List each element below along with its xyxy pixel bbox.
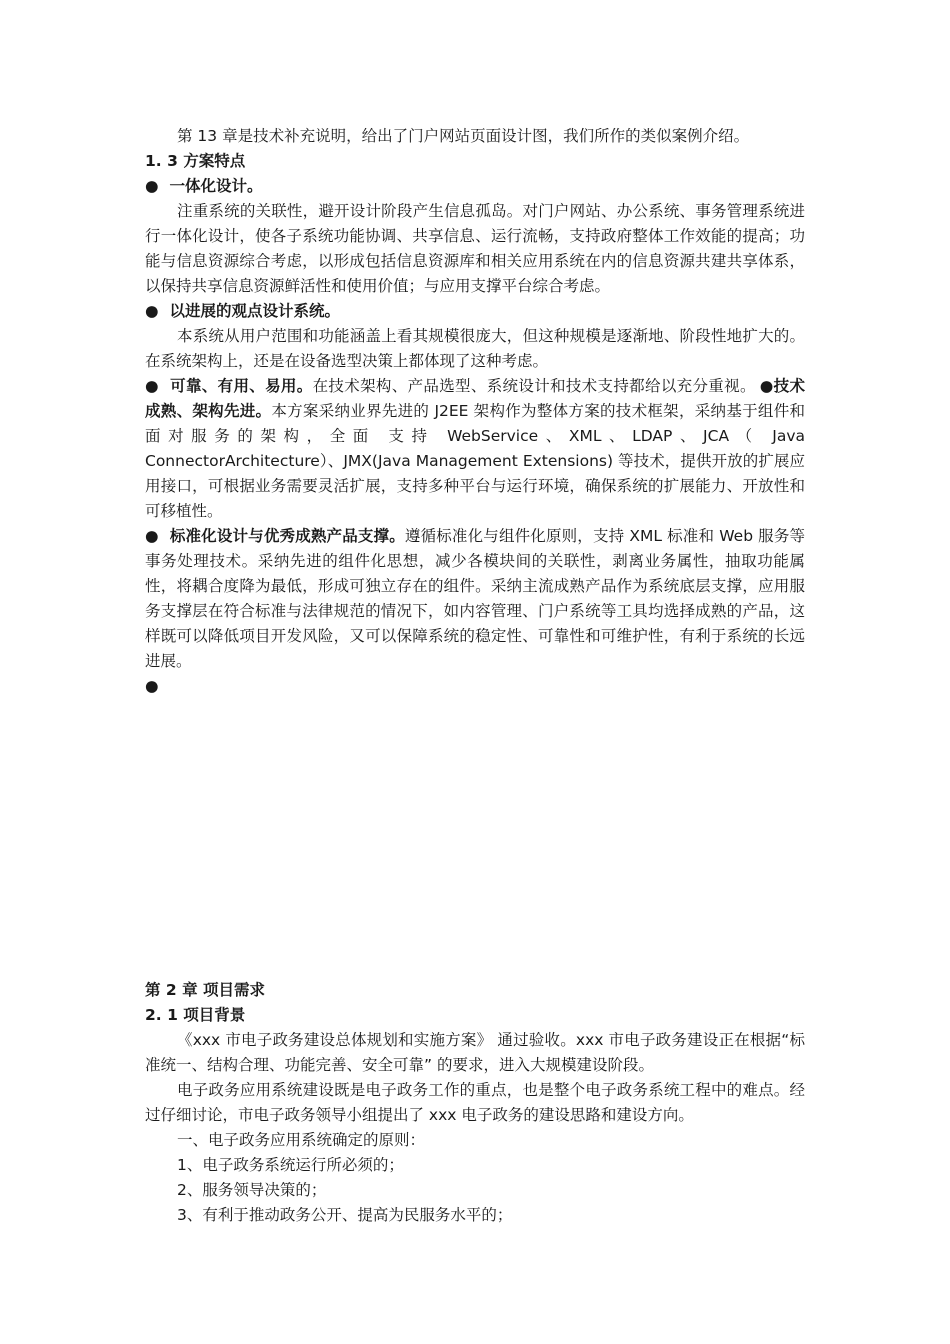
bullet-icon: ● (145, 302, 159, 320)
bullet-item-5-title: 标准化设计与优秀成熟产品支撑。 (169, 527, 405, 545)
bullet-item-2-body: 本系统从用户范围和功能涵盖上看其规模很庞大，但这种规模是逐渐地、阶段性地扩大的。在系统架构上，还是在设备选型决策上都体现了这种考虑。 (145, 327, 805, 370)
bullet-item-5 (145, 524, 805, 674)
chapter-heading-2: 第 2 章 项目需求 (145, 981, 265, 999)
bullet-icon: ● (145, 377, 159, 395)
section-heading-1-3: 1. 3 方案特点 (145, 152, 246, 170)
bullet-icon: ● (759, 377, 774, 395)
bullet-item-3-body: 在技术架构、产品选型、系统设计和技术支持都给以充分重视。 (312, 377, 756, 395)
page-gap (145, 699, 805, 978)
bullet-empty (145, 674, 805, 699)
bullet-icon: ● (145, 677, 159, 695)
bullet-icon: ● (145, 177, 159, 195)
background-paragraph-2: 电子政务应用系统建设既是电子政务工作的重点，也是整个电子政务系统工程中的难点。经过仔细讨论，市电子政务领导小组提出了 xxx 电子政务的建设思路和建设方向。 (145, 1081, 805, 1124)
bullet-item-2-title: ● 以进展的观点设计系统。 (145, 302, 340, 320)
bullet-item-1-body: 注重系统的关联性，避开设计阶段产生信息孤岛。对门户网站、办公系统、事务管理系统进行一体化设计，使各子系统功能协调、共享信息、运行流畅，支持政府整体工作效能的提高；功能与信息资源综合考虑，以形成包括信息资源库和相关应用系统在内的信息资源共建共享体系，以保持共享信息资源鲜活性和使用价值；与应用支撑平台综合考虑。 (145, 202, 805, 295)
intro-paragraph: 第 13 章是技术补充说明，给出了门户网站页面设计图，我们所作的类似案例介绍。 (177, 127, 750, 145)
principle-item-2: 2、服务领导决策的； (177, 1181, 327, 1199)
bullet-item-4-body: 本方案采纳业界先进的 J2EE 架构作为整体方案的技术框架，采纳基于组件和面对服务的架构，全面 支持 WebService、XML、LDAP、JCA（ Java ConnectorArchitecture）、JMX(Java Management Extensions) 等技术，提供开放的扩展应用接口，可根据业务需要灵活扩展，支持多种平台与运行环境，确保系统的扩展能力、开放性和可移植性。 (145, 402, 805, 520)
bullet-item-1-title: ● 一体化设计。 (145, 177, 263, 195)
background-paragraph-1: 《xxx 市电子政务建设总体规划和实施方案》 通过验收。xxx 市电子政务建设正在根据“标准统一、结构合理、功能完善、安全可靠” 的要求，进入大规模建设阶段。 (145, 1031, 805, 1074)
bullet-item-3-4 (145, 374, 805, 524)
section-heading-2-1: 2. 1 项目背景 (145, 1006, 246, 1024)
document-body (145, 124, 805, 1228)
bullet-item-3-title: 可靠、有用、易用。 (170, 377, 313, 395)
bullet-item-4-title: 技术成熟、架构先进。 (145, 377, 805, 420)
principle-item-1: 1、电子政务系统运行所必须的； (177, 1156, 404, 1174)
principles-heading: 一、电子政务应用系统确定的原则： (177, 1131, 426, 1149)
principle-item-3: 3、有利于推动政务公开、提高为民服务水平的； (177, 1206, 513, 1224)
bullet-item-5-body: 遵循标准化与组件化原则，支持 XML 标准和 Web 服务等事务处理技术。采纳先进的组件化思想，减少各模块间的关联性，剥离业务属性，抽取功能属性，将耦合度降为最低，形成可独立存在的组件。采纳主流成熟产品作为系统底层支撑，应用服务支撑层在符合标准与法律规范的情况下，如内容管理、门户系统等工具均选择成熟的产品，这样既可以降低项目开发风险，又可以保障系统的稳定性、可靠性和可维护性，有利于系统的长远进展。 (145, 527, 805, 670)
bullet-icon: ● (145, 527, 159, 545)
